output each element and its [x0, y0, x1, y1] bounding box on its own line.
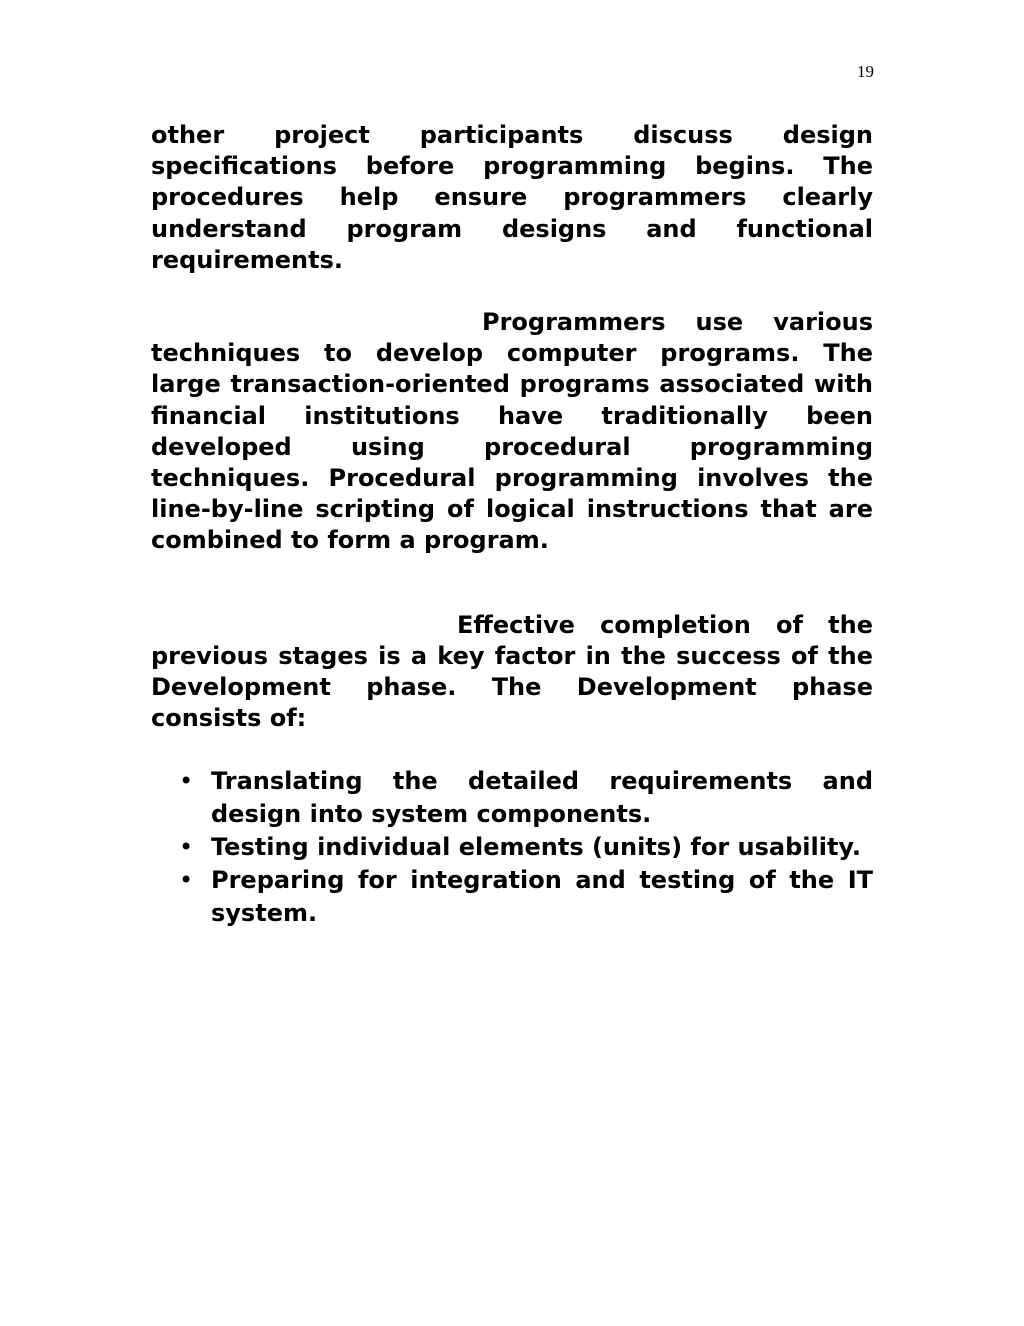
paragraph-design-specifications: other project participants discuss design specifications before programming begins. The procedures help ensure programmers clearly understand program designs and functional requirements. — [151, 121, 873, 274]
bullet-icon: • — [179, 833, 194, 862]
list-item-text: Preparing for integration and testing of the IT system. — [211, 866, 873, 928]
bullet-icon: • — [179, 767, 194, 796]
list-item — [151, 831, 873, 864]
list-item — [151, 864, 873, 930]
bullet-icon: • — [179, 866, 194, 895]
paragraph-development-phase: Effective completion of the previous stages is a key factor in the success of the Development phase. The Development phase consists of: — [151, 610, 873, 733]
list-item-text: Translating the detailed requirements and design into system components. — [211, 767, 873, 829]
document-body — [151, 120, 873, 930]
development-phase-list — [151, 765, 873, 930]
list-item-text: Testing individual elements (units) for usability. — [211, 833, 861, 862]
list-item — [151, 765, 873, 831]
paragraph-programming-techniques: Programmers use various techniques to develop computer programs. The large transaction-oriented programs associated with financial institutions have traditionally been developed using procedural programming techniques. Procedural programming involves the line-by-line scripting of logical instructions that are combined to form a program. — [151, 308, 873, 555]
page-number: 19 — [857, 62, 874, 81]
